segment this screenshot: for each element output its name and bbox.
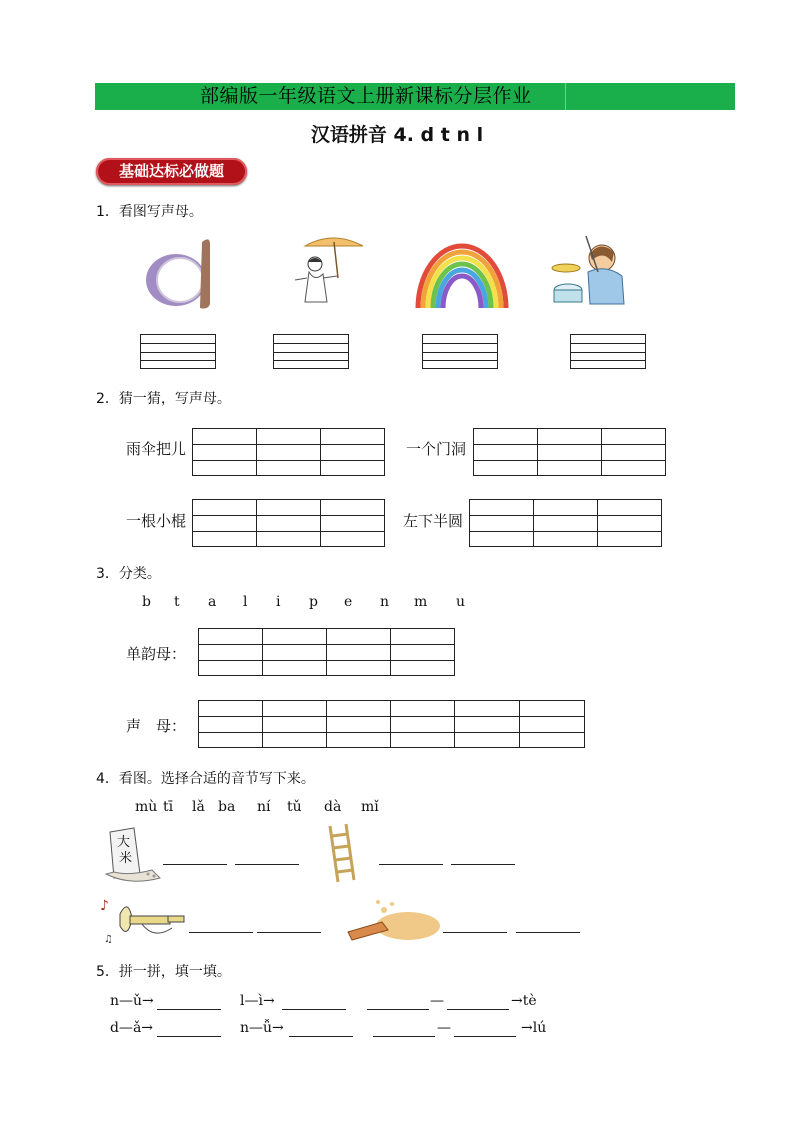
- syllable-item: lǎ: [192, 799, 205, 815]
- syllable-item: mù: [135, 799, 158, 815]
- question-1-title: 1．看图写声母。: [96, 204, 203, 220]
- riddle-2: 一个门洞: [406, 440, 467, 458]
- spell-dash: —: [430, 993, 444, 1009]
- initials-label: 声 母：: [126, 717, 187, 735]
- syllable-item: tǔ: [287, 799, 302, 815]
- syllable-item: ní: [257, 799, 271, 815]
- answer-line[interactable]: [282, 995, 346, 1010]
- banner-title: 部编版一年级语文上册新课标分层作业: [200, 83, 566, 110]
- letter-item: u: [456, 594, 466, 610]
- section-badge: 基础达标必做题: [96, 158, 247, 185]
- answer-line[interactable]: [516, 918, 580, 933]
- syllable-item: mǐ: [361, 799, 379, 815]
- riddle-3: 一根小棍: [126, 512, 187, 530]
- svg-text:♫: ♫: [104, 934, 113, 945]
- spell-prompt: l—ì→: [240, 993, 275, 1009]
- letter-item: b: [142, 594, 151, 610]
- letter-item: t: [174, 594, 180, 610]
- riddle-2-grid[interactable]: [473, 428, 666, 476]
- answer-line[interactable]: [235, 850, 299, 865]
- spell-prompt: n—ǔ→: [110, 993, 154, 1009]
- riddle-1-grid[interactable]: [192, 428, 385, 476]
- answer-line[interactable]: [367, 995, 429, 1010]
- answer-line[interactable]: [257, 918, 321, 933]
- letter-item: a: [208, 594, 217, 610]
- riddle-4: 左下半圆: [403, 512, 464, 530]
- spell-result: →tè: [511, 993, 537, 1009]
- rice-bag-label-1: 大: [117, 835, 131, 850]
- letter-item: e: [344, 594, 353, 610]
- question-2-title: 2．猜一猜，写声母。: [96, 391, 231, 407]
- simple-finals-grid[interactable]: [198, 628, 455, 676]
- riddle-1: 雨伞把儿: [126, 440, 187, 458]
- answer-line[interactable]: [443, 918, 507, 933]
- letter-item: i: [276, 594, 281, 610]
- answer-line[interactable]: [454, 1022, 516, 1037]
- answer-box-3[interactable]: [422, 334, 498, 369]
- answer-line[interactable]: [447, 995, 509, 1010]
- riddle-4-grid[interactable]: [469, 499, 662, 547]
- syllable-item: ba: [218, 799, 236, 815]
- syllable-item: dà: [324, 799, 342, 815]
- question-4-title: 4．看图。选择合适的音节写下来。: [96, 771, 315, 787]
- rainbow-picture: [414, 238, 510, 310]
- spell-prompt: d—ǎ→: [110, 1020, 154, 1036]
- soil-picture: [342, 894, 442, 944]
- simple-finals-label: 单韵母：: [126, 645, 187, 663]
- letter-d-picture: [140, 236, 220, 310]
- drummer-boy-picture: [550, 232, 630, 308]
- answer-box-1[interactable]: [140, 334, 216, 369]
- answer-line[interactable]: [289, 1022, 353, 1037]
- umbrella-girl-picture: [283, 232, 363, 312]
- answer-line[interactable]: [189, 918, 253, 933]
- answer-line[interactable]: [157, 995, 221, 1010]
- page-title: 汉语拼音 4. d t n l: [310, 124, 484, 146]
- answer-box-4[interactable]: [570, 334, 646, 369]
- answer-line[interactable]: [451, 850, 515, 865]
- letter-item: p: [309, 594, 318, 610]
- answer-line[interactable]: [157, 1022, 221, 1037]
- letter-item: n: [380, 594, 390, 610]
- ladder-picture: [318, 822, 368, 886]
- riddle-3-grid[interactable]: [192, 499, 385, 547]
- trumpet-picture: [98, 894, 190, 946]
- answer-line[interactable]: [379, 850, 443, 865]
- spell-prompt: n—ǚ→: [240, 1020, 284, 1036]
- letter-item: l: [243, 594, 248, 610]
- svg-text:♪: ♪: [100, 898, 109, 914]
- question-5-title: 5．拼一拼，填一填。: [96, 964, 231, 980]
- answer-line[interactable]: [373, 1022, 435, 1037]
- letter-item: m: [414, 594, 428, 610]
- answer-box-2[interactable]: [273, 334, 349, 369]
- question-3-title: 3．分类。: [96, 566, 161, 582]
- spell-result: →lú: [521, 1020, 547, 1036]
- spell-dash: —: [437, 1020, 451, 1036]
- initials-grid[interactable]: [198, 700, 585, 748]
- syllable-item: tī: [163, 799, 174, 815]
- rice-bag-label-2: 米: [119, 851, 133, 866]
- answer-line[interactable]: [163, 850, 227, 865]
